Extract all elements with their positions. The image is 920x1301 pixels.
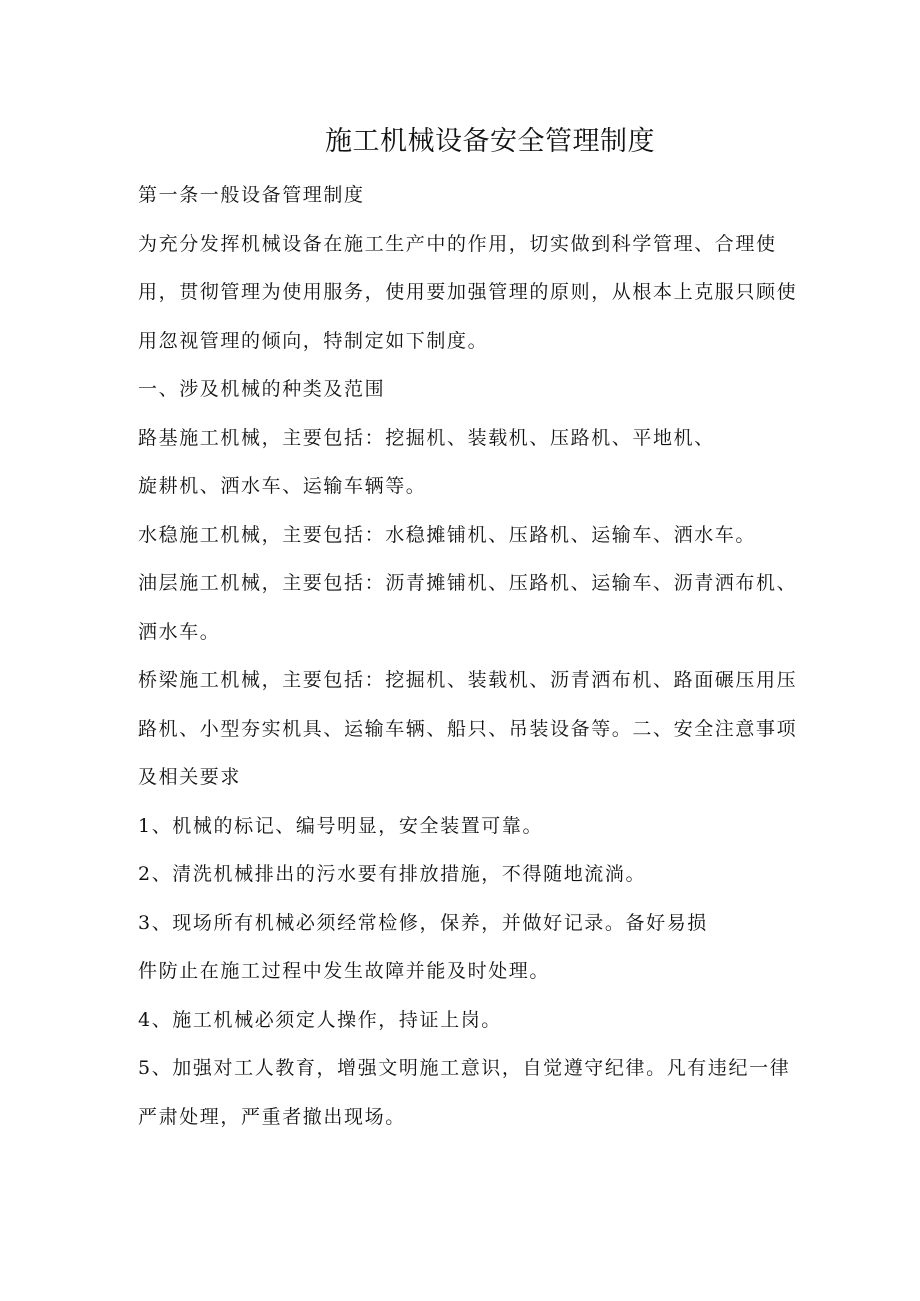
list-item: 1、机械的标记、编号明显，安全装置可靠。 bbox=[138, 815, 544, 837]
paragraph-line: 桥梁施工机械，主要包括：挖掘机、装载机、沥青洒布机、路面碾压用压 bbox=[138, 669, 798, 691]
paragraph-line: 油层施工机械，主要包括：沥青摊铺机、压路机、运输车、沥青洒布机、 bbox=[138, 572, 798, 594]
paragraph-line: 路基施工机械，主要包括：挖掘机、装载机、压路机、平地机、 bbox=[138, 427, 715, 449]
list-item: 3、现场所有机械必须经常检修，保养，并做好记录。备好易损 bbox=[138, 912, 708, 934]
section-heading: 一、涉及机械的种类及范围 bbox=[138, 378, 386, 400]
paragraph-line: 为充分发挥机械设备在施工生产中的作用，切实做到科学管理、合理使 bbox=[138, 233, 777, 255]
paragraph-line: 及相关要求 bbox=[138, 766, 242, 788]
list-item: 4、施工机械必须定人操作，持证上岗。 bbox=[138, 1009, 502, 1031]
paragraph-line: 旋耕机、洒水车、运输车辆等。 bbox=[138, 475, 427, 497]
list-item: 2、清洗机械排出的污水要有排放措施，不得随地流淌。 bbox=[138, 863, 647, 885]
article-heading: 第一条一般设备管理制度 bbox=[138, 184, 365, 206]
paragraph-line: 路机、小型夯实机具、运输车辆、船只、吊装设备等。二、安全注意事项 bbox=[138, 718, 798, 740]
document-title: 施工机械设备安全管理制度 bbox=[325, 126, 655, 157]
paragraph-line: 水稳施工机械，主要包括：水稳摊铺机、压路机、运输车、洒水车。 bbox=[138, 524, 757, 546]
paragraph-line: 用，贯彻管理为使用服务，使用要加强管理的原则，从根本上克服只顾使 bbox=[138, 281, 798, 303]
list-item-continued: 件防止在施工过程中发生故障并能及时处理。 bbox=[138, 960, 551, 982]
list-item: 5、加强对工人教育，增强文明施工意识，自觉遵守纪律。凡有违纪一律 bbox=[138, 1057, 791, 1079]
paragraph-line: 用忽视管理的倾向，特制定如下制度。 bbox=[138, 330, 489, 352]
paragraph-line: 洒水车。 bbox=[138, 621, 221, 643]
list-item-continued: 严肃处理，严重者撤出现场。 bbox=[138, 1106, 406, 1128]
